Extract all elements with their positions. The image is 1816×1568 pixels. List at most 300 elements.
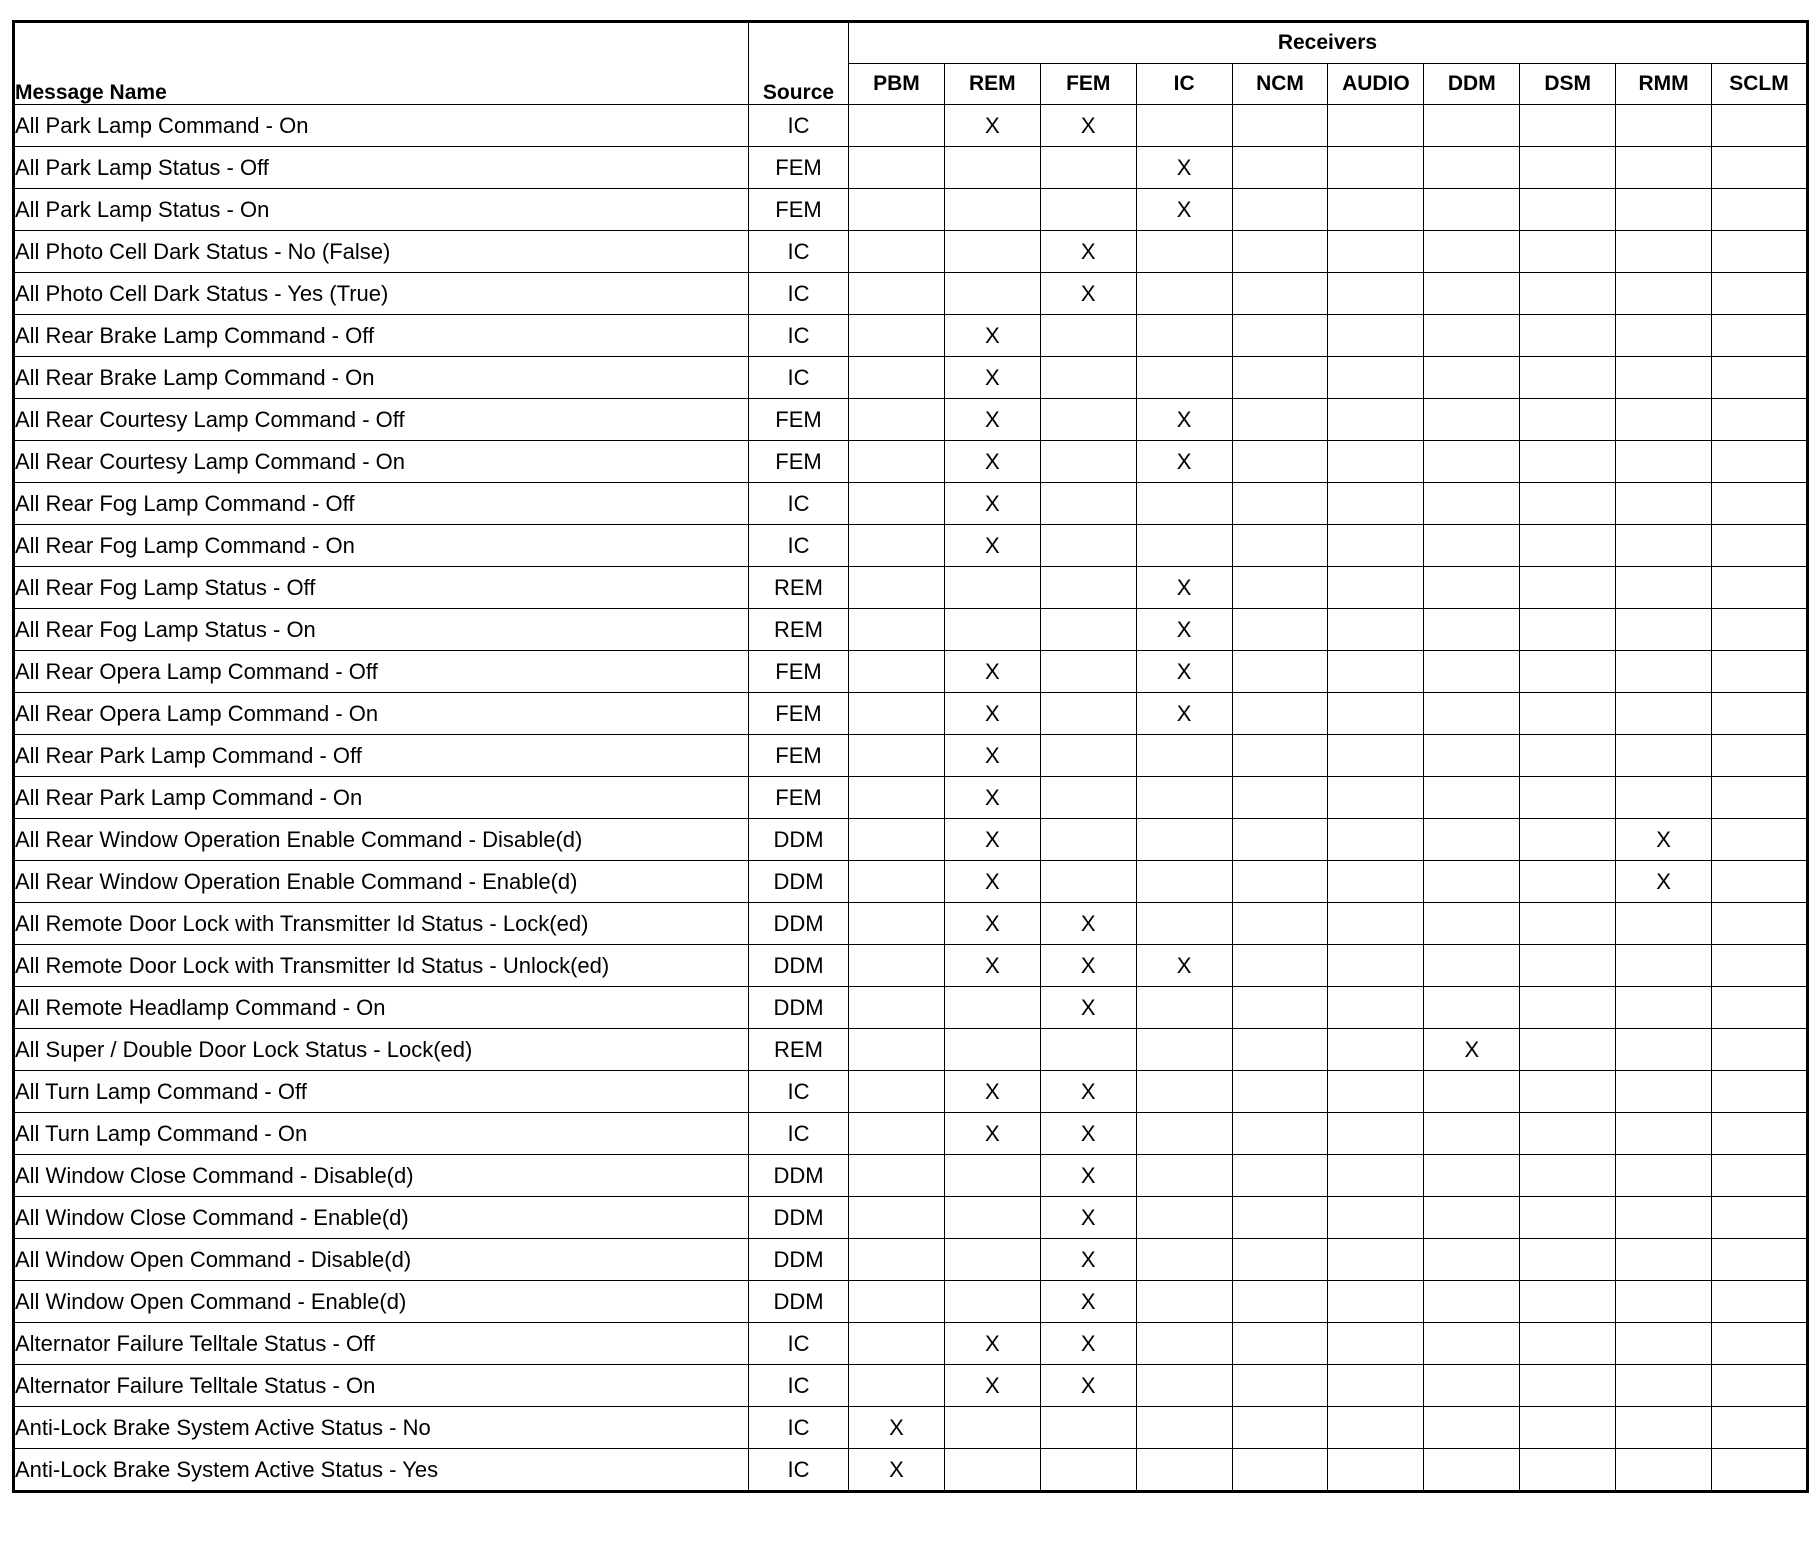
receiver-mark-ddm (1424, 441, 1520, 483)
receiver-mark-fem (1040, 861, 1136, 903)
receiver-mark-ic (1136, 105, 1232, 147)
header-receiver-pbm: PBM (849, 64, 945, 105)
receiver-mark-rmm (1616, 399, 1712, 441)
receiver-mark-sclm (1712, 735, 1808, 777)
receiver-mark-fem: X (1040, 1365, 1136, 1407)
receiver-mark-dsm (1520, 147, 1616, 189)
receiver-mark-pbm (849, 777, 945, 819)
table-row (14, 1281, 1808, 1323)
receiver-mark-fem (1040, 483, 1136, 525)
receiver-mark-sclm (1712, 1197, 1808, 1239)
receiver-mark-pbm: X (849, 1449, 945, 1492)
source-cell: DDM (749, 1281, 849, 1323)
header-receiver-ddm: DDM (1424, 64, 1520, 105)
receiver-mark-audio (1328, 819, 1424, 861)
message-name-cell: All Rear Opera Lamp Command - Off (14, 651, 749, 693)
receiver-mark-fem (1040, 819, 1136, 861)
receiver-mark-ic (1136, 1197, 1232, 1239)
receiver-mark-ic: X (1136, 441, 1232, 483)
receiver-mark-sclm (1712, 1323, 1808, 1365)
receiver-mark-ncm (1232, 651, 1328, 693)
receiver-mark-audio (1328, 1113, 1424, 1155)
receiver-mark-ic (1136, 1449, 1232, 1492)
receiver-mark-sclm (1712, 693, 1808, 735)
receiver-mark-ic (1136, 483, 1232, 525)
receiver-mark-audio (1328, 105, 1424, 147)
receiver-mark-ddm (1424, 693, 1520, 735)
source-cell: IC (749, 273, 849, 315)
receiver-mark-fem: X (1040, 1155, 1136, 1197)
receiver-mark-pbm (849, 1155, 945, 1197)
receiver-mark-ic (1136, 1281, 1232, 1323)
receiver-mark-rmm (1616, 1323, 1712, 1365)
receiver-mark-ddm (1424, 1449, 1520, 1492)
receiver-mark-sclm (1712, 315, 1808, 357)
source-cell: IC (749, 483, 849, 525)
receiver-mark-fem: X (1040, 903, 1136, 945)
receiver-mark-ddm (1424, 1155, 1520, 1197)
receiver-mark-dsm (1520, 1113, 1616, 1155)
receiver-mark-ncm (1232, 1365, 1328, 1407)
receiver-mark-ncm (1232, 609, 1328, 651)
source-cell: IC (749, 1113, 849, 1155)
receiver-mark-rem: X (944, 693, 1040, 735)
receiver-mark-fem (1040, 1029, 1136, 1071)
receiver-mark-ncm (1232, 1407, 1328, 1449)
receiver-mark-sclm (1712, 945, 1808, 987)
receiver-mark-ic (1136, 861, 1232, 903)
receiver-mark-sclm (1712, 1281, 1808, 1323)
receiver-mark-ncm (1232, 483, 1328, 525)
receiver-mark-ic (1136, 1071, 1232, 1113)
receiver-mark-ncm (1232, 903, 1328, 945)
receiver-mark-rem: X (944, 357, 1040, 399)
receiver-mark-rmm (1616, 609, 1712, 651)
receiver-mark-rem: X (944, 105, 1040, 147)
receiver-mark-sclm (1712, 231, 1808, 273)
message-name-cell: All Rear Opera Lamp Command - On (14, 693, 749, 735)
table-row (14, 231, 1808, 273)
receiver-mark-ddm (1424, 525, 1520, 567)
receiver-mark-ddm (1424, 987, 1520, 1029)
source-cell: DDM (749, 945, 849, 987)
message-name-cell: All Rear Brake Lamp Command - Off (14, 315, 749, 357)
receiver-mark-ic: X (1136, 651, 1232, 693)
receiver-mark-dsm (1520, 609, 1616, 651)
receiver-mark-audio (1328, 1155, 1424, 1197)
receiver-mark-rem (944, 231, 1040, 273)
receiver-mark-fem: X (1040, 1113, 1136, 1155)
receiver-mark-fem (1040, 147, 1136, 189)
receiver-mark-audio (1328, 693, 1424, 735)
receiver-mark-audio (1328, 483, 1424, 525)
receiver-mark-pbm (849, 147, 945, 189)
receiver-mark-ic (1136, 525, 1232, 567)
receiver-mark-ddm (1424, 273, 1520, 315)
receiver-mark-dsm (1520, 1407, 1616, 1449)
receiver-mark-ddm (1424, 1281, 1520, 1323)
receiver-mark-pbm: X (849, 1407, 945, 1449)
receiver-mark-dsm (1520, 441, 1616, 483)
receiver-mark-ncm (1232, 1113, 1328, 1155)
header-receiver-sclm: SCLM (1712, 64, 1808, 105)
receiver-mark-sclm (1712, 525, 1808, 567)
message-name-cell: All Turn Lamp Command - On (14, 1113, 749, 1155)
receiver-mark-rmm (1616, 1365, 1712, 1407)
receiver-mark-audio (1328, 399, 1424, 441)
receiver-mark-pbm (849, 105, 945, 147)
receiver-mark-rem (944, 567, 1040, 609)
receiver-mark-ddm (1424, 651, 1520, 693)
receiver-mark-ic (1136, 273, 1232, 315)
receiver-mark-dsm (1520, 105, 1616, 147)
receiver-mark-audio (1328, 189, 1424, 231)
receiver-mark-pbm (849, 273, 945, 315)
receiver-mark-pbm (849, 945, 945, 987)
receiver-mark-sclm (1712, 777, 1808, 819)
message-name-cell: Anti-Lock Brake System Active Status - No (14, 1407, 749, 1449)
source-cell: DDM (749, 819, 849, 861)
table-row (14, 1365, 1808, 1407)
receiver-mark-audio (1328, 1281, 1424, 1323)
receiver-mark-audio (1328, 1029, 1424, 1071)
receiver-mark-ncm (1232, 819, 1328, 861)
receiver-mark-ic (1136, 1365, 1232, 1407)
receiver-mark-sclm (1712, 987, 1808, 1029)
message-name-cell: All Park Lamp Status - Off (14, 147, 749, 189)
source-cell: FEM (749, 651, 849, 693)
receiver-mark-sclm (1712, 105, 1808, 147)
source-cell: IC (749, 105, 849, 147)
receiver-mark-rem: X (944, 1365, 1040, 1407)
receiver-mark-sclm (1712, 147, 1808, 189)
receiver-mark-rmm (1616, 945, 1712, 987)
receiver-mark-ddm (1424, 483, 1520, 525)
receiver-mark-fem (1040, 609, 1136, 651)
source-cell: DDM (749, 1197, 849, 1239)
receiver-mark-ic (1136, 1155, 1232, 1197)
receiver-mark-rmm (1616, 357, 1712, 399)
receiver-mark-ddm (1424, 357, 1520, 399)
receiver-mark-ncm (1232, 693, 1328, 735)
receiver-mark-ddm (1424, 1365, 1520, 1407)
receiver-mark-rmm (1616, 567, 1712, 609)
receiver-mark-rem (944, 609, 1040, 651)
receiver-mark-dsm (1520, 1281, 1616, 1323)
message-name-cell: All Rear Brake Lamp Command - On (14, 357, 749, 399)
receiver-mark-dsm (1520, 1323, 1616, 1365)
receiver-mark-rmm (1616, 147, 1712, 189)
receiver-mark-rem (944, 147, 1040, 189)
receiver-mark-ic (1136, 735, 1232, 777)
receiver-mark-ncm (1232, 357, 1328, 399)
source-cell: IC (749, 1365, 849, 1407)
receiver-mark-rmm (1616, 735, 1712, 777)
receiver-mark-ncm (1232, 399, 1328, 441)
message-name-cell: All Rear Fog Lamp Status - Off (14, 567, 749, 609)
receiver-mark-audio (1328, 651, 1424, 693)
table-row (14, 441, 1808, 483)
source-cell: IC (749, 231, 849, 273)
message-name-cell: All Window Open Command - Enable(d) (14, 1281, 749, 1323)
receiver-mark-sclm (1712, 651, 1808, 693)
receiver-mark-ic (1136, 1407, 1232, 1449)
receiver-mark-rem (944, 1281, 1040, 1323)
receiver-mark-ddm (1424, 903, 1520, 945)
receiver-mark-sclm (1712, 399, 1808, 441)
table-row (14, 819, 1808, 861)
receiver-mark-rem (944, 189, 1040, 231)
source-cell: DDM (749, 987, 849, 1029)
receiver-mark-audio (1328, 1449, 1424, 1492)
receiver-mark-fem (1040, 735, 1136, 777)
receiver-mark-rmm (1616, 231, 1712, 273)
receiver-mark-dsm (1520, 693, 1616, 735)
receiver-mark-rem (944, 273, 1040, 315)
receiver-mark-rmm (1616, 1071, 1712, 1113)
receiver-mark-pbm (849, 1281, 945, 1323)
receiver-mark-fem: X (1040, 105, 1136, 147)
receiver-mark-fem (1040, 1407, 1136, 1449)
table-row (14, 945, 1808, 987)
receiver-mark-audio (1328, 1197, 1424, 1239)
source-cell: IC (749, 1449, 849, 1492)
receiver-mark-sclm (1712, 1155, 1808, 1197)
receiver-mark-rmm (1616, 1113, 1712, 1155)
receiver-mark-ic (1136, 1113, 1232, 1155)
message-name-cell: All Remote Door Lock with Transmitter Id Status - Unlock(ed) (14, 945, 749, 987)
table-row (14, 777, 1808, 819)
header-receiver-fem: FEM (1040, 64, 1136, 105)
receiver-mark-rmm: X (1616, 819, 1712, 861)
receiver-mark-audio (1328, 945, 1424, 987)
message-receiver-table (12, 20, 1809, 1493)
receiver-mark-ncm (1232, 1281, 1328, 1323)
receiver-mark-ncm (1232, 1155, 1328, 1197)
receiver-mark-fem: X (1040, 945, 1136, 987)
receiver-mark-rem (944, 1155, 1040, 1197)
receiver-mark-audio (1328, 1071, 1424, 1113)
header-receiver-audio: AUDIO (1328, 64, 1424, 105)
table-row (14, 903, 1808, 945)
receiver-mark-pbm (849, 567, 945, 609)
header-receiver-ic: IC (1136, 64, 1232, 105)
receiver-mark-pbm (849, 1029, 945, 1071)
table-row (14, 105, 1808, 147)
table-row (14, 483, 1808, 525)
receiver-mark-sclm (1712, 819, 1808, 861)
receiver-mark-rem: X (944, 903, 1040, 945)
table-row (14, 1239, 1808, 1281)
receiver-mark-fem (1040, 1449, 1136, 1492)
source-cell: FEM (749, 189, 849, 231)
source-cell: DDM (749, 903, 849, 945)
receiver-mark-pbm (849, 609, 945, 651)
receiver-mark-dsm (1520, 231, 1616, 273)
receiver-mark-rem: X (944, 1323, 1040, 1365)
table-row (14, 399, 1808, 441)
source-cell: FEM (749, 399, 849, 441)
receiver-mark-audio (1328, 609, 1424, 651)
message-name-cell: All Rear Window Operation Enable Command - Disable(d) (14, 819, 749, 861)
receiver-mark-audio (1328, 231, 1424, 273)
message-name-cell: All Rear Fog Lamp Command - On (14, 525, 749, 567)
receiver-mark-ncm (1232, 441, 1328, 483)
receiver-mark-rmm (1616, 987, 1712, 1029)
source-cell: IC (749, 1071, 849, 1113)
receiver-mark-rmm (1616, 1449, 1712, 1492)
receiver-mark-dsm (1520, 651, 1616, 693)
table-row (14, 1407, 1808, 1449)
receiver-mark-fem (1040, 693, 1136, 735)
receiver-mark-sclm (1712, 1029, 1808, 1071)
header-receiver-ncm: NCM (1232, 64, 1328, 105)
source-cell: IC (749, 525, 849, 567)
table-row (14, 609, 1808, 651)
header-receiver-dsm: DSM (1520, 64, 1616, 105)
source-cell: FEM (749, 777, 849, 819)
receiver-mark-ddm: X (1424, 1029, 1520, 1071)
receiver-mark-dsm (1520, 735, 1616, 777)
receiver-mark-ncm (1232, 735, 1328, 777)
receiver-mark-audio (1328, 147, 1424, 189)
receiver-mark-dsm (1520, 1071, 1616, 1113)
receiver-mark-pbm (849, 819, 945, 861)
receiver-mark-audio (1328, 1365, 1424, 1407)
table-row (14, 525, 1808, 567)
receiver-mark-rem: X (944, 483, 1040, 525)
receiver-mark-rem: X (944, 819, 1040, 861)
receiver-mark-ic: X (1136, 609, 1232, 651)
receiver-mark-rmm: X (1616, 861, 1712, 903)
header-message-name: Message Name (14, 22, 749, 105)
receiver-mark-fem: X (1040, 987, 1136, 1029)
table-row (14, 693, 1808, 735)
receiver-mark-audio (1328, 525, 1424, 567)
receiver-mark-sclm (1712, 357, 1808, 399)
message-name-cell: All Rear Park Lamp Command - On (14, 777, 749, 819)
message-name-cell: All Window Close Command - Enable(d) (14, 1197, 749, 1239)
receiver-mark-ic (1136, 777, 1232, 819)
receiver-mark-ddm (1424, 147, 1520, 189)
receiver-mark-audio (1328, 987, 1424, 1029)
receiver-mark-pbm (849, 1197, 945, 1239)
receiver-mark-fem: X (1040, 1071, 1136, 1113)
receiver-mark-pbm (849, 1071, 945, 1113)
table-row (14, 1197, 1808, 1239)
receiver-mark-ncm (1232, 1323, 1328, 1365)
header-row-top (14, 22, 1808, 64)
receiver-mark-dsm (1520, 777, 1616, 819)
source-cell: REM (749, 1029, 849, 1071)
receiver-mark-dsm (1520, 483, 1616, 525)
table-row (14, 1071, 1808, 1113)
table-row (14, 1029, 1808, 1071)
table-row (14, 987, 1808, 1029)
table-row (14, 1113, 1808, 1155)
receiver-mark-ncm (1232, 1029, 1328, 1071)
receiver-mark-ncm (1232, 1071, 1328, 1113)
receiver-mark-ic (1136, 357, 1232, 399)
source-cell: IC (749, 357, 849, 399)
receiver-mark-rem: X (944, 1113, 1040, 1155)
receiver-mark-pbm (849, 1323, 945, 1365)
message-name-cell: All Remote Door Lock with Transmitter Id Status - Lock(ed) (14, 903, 749, 945)
receiver-mark-ic (1136, 903, 1232, 945)
receiver-mark-ddm (1424, 861, 1520, 903)
receiver-mark-ncm (1232, 231, 1328, 273)
receiver-mark-rem: X (944, 399, 1040, 441)
receiver-mark-ddm (1424, 945, 1520, 987)
message-name-cell: All Park Lamp Status - On (14, 189, 749, 231)
receiver-mark-rem: X (944, 735, 1040, 777)
source-cell: FEM (749, 693, 849, 735)
source-cell: DDM (749, 1155, 849, 1197)
receiver-mark-audio (1328, 903, 1424, 945)
receiver-mark-rem (944, 1029, 1040, 1071)
source-cell: DDM (749, 861, 849, 903)
receiver-mark-sclm (1712, 1407, 1808, 1449)
message-name-cell: All Rear Courtesy Lamp Command - On (14, 441, 749, 483)
receiver-mark-rmm (1616, 1239, 1712, 1281)
receiver-mark-pbm (849, 861, 945, 903)
receiver-mark-fem: X (1040, 1281, 1136, 1323)
table-body (14, 105, 1808, 1492)
receiver-mark-ic (1136, 987, 1232, 1029)
receiver-mark-audio (1328, 1239, 1424, 1281)
receiver-mark-dsm (1520, 1197, 1616, 1239)
receiver-mark-ncm (1232, 1239, 1328, 1281)
message-name-cell: Anti-Lock Brake System Active Status - Yes (14, 1449, 749, 1492)
receiver-mark-ddm (1424, 315, 1520, 357)
receiver-mark-ncm (1232, 861, 1328, 903)
receiver-mark-fem (1040, 525, 1136, 567)
receiver-mark-fem (1040, 189, 1136, 231)
receiver-mark-rmm (1616, 189, 1712, 231)
receiver-mark-ic (1136, 1029, 1232, 1071)
receiver-mark-rmm (1616, 1029, 1712, 1071)
receiver-mark-sclm (1712, 441, 1808, 483)
receiver-mark-ncm (1232, 525, 1328, 567)
receiver-mark-pbm (849, 483, 945, 525)
receiver-mark-ic: X (1136, 693, 1232, 735)
table-row (14, 651, 1808, 693)
message-name-cell: All Photo Cell Dark Status - No (False) (14, 231, 749, 273)
table-row (14, 861, 1808, 903)
receiver-mark-dsm (1520, 189, 1616, 231)
receiver-mark-rem: X (944, 315, 1040, 357)
receiver-mark-ncm (1232, 1449, 1328, 1492)
source-cell: FEM (749, 735, 849, 777)
receiver-mark-ddm (1424, 1113, 1520, 1155)
source-cell: IC (749, 315, 849, 357)
receiver-mark-rmm (1616, 273, 1712, 315)
receiver-mark-dsm (1520, 357, 1616, 399)
receiver-mark-rmm (1616, 483, 1712, 525)
receiver-mark-sclm (1712, 567, 1808, 609)
receiver-mark-rmm (1616, 903, 1712, 945)
message-name-cell: All Rear Window Operation Enable Command - Enable(d) (14, 861, 749, 903)
receiver-mark-dsm (1520, 399, 1616, 441)
receiver-mark-fem: X (1040, 273, 1136, 315)
receiver-mark-pbm (849, 1113, 945, 1155)
receiver-mark-fem (1040, 651, 1136, 693)
receiver-mark-ncm (1232, 777, 1328, 819)
receiver-mark-ddm (1424, 777, 1520, 819)
receiver-mark-ddm (1424, 1323, 1520, 1365)
receiver-mark-fem (1040, 315, 1136, 357)
receiver-mark-ddm (1424, 399, 1520, 441)
